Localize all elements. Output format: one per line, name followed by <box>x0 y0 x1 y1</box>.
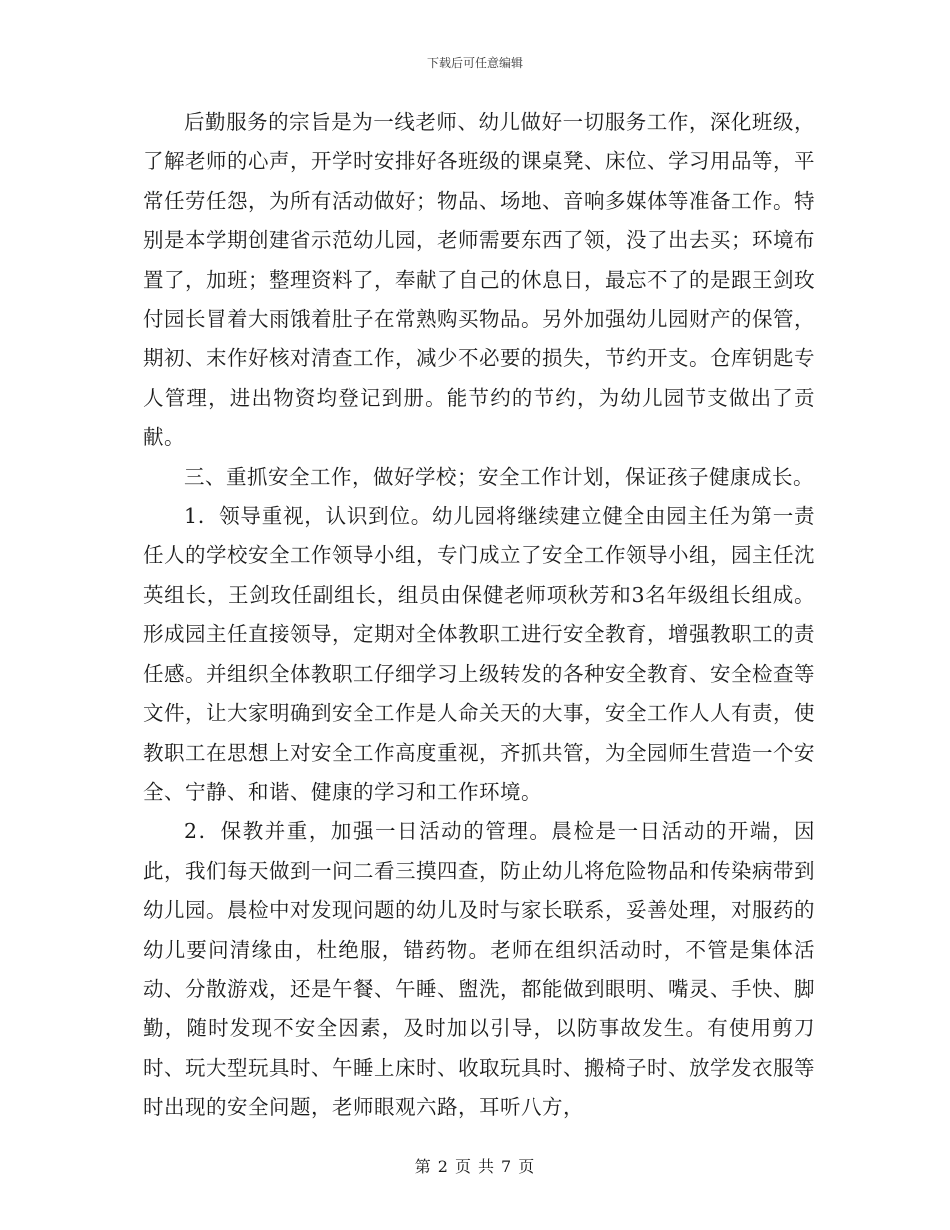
page-word: 页 <box>454 1157 472 1176</box>
total-pages: 7 <box>501 1157 513 1176</box>
paragraph-leadership: 1．领导重视，认识到位。幼儿园将继续建立健全由园主任为第一责任人的学校安全工作领导小组，专门成立了安全工作领导小组，园主任沈英组长，王剑玫任副组长，组员由保健老师项秋芳和3名年级组长组成。形成园主任直接领导，定期对全体教职工进行安全教育，增强教职工的责任感。并组织全体教职工仔细学习上级转发的各种安全教育、安全检查等文件，让大家明确到安全工作是人命关天的大事，安全工作人人有责，使教职工在思想上对安全工作高度重视，齐抓共管，为全园师生营造一个安全、宁静、和谐、健康的学习和工作环境。 <box>143 504 815 804</box>
page-prefix: 第 <box>414 1157 432 1176</box>
header-note: 下载后可任意编辑 <box>426 56 523 70</box>
section-heading-safety: 三、重抓安全工作，做好学校；安全工作计划，保证孩子健康成长。 <box>184 464 814 489</box>
current-page: 2 <box>437 1157 449 1176</box>
paragraph-logistics: 后勤服务的宗旨是为一线老师、幼儿做好一切服务工作，深化班级，了解老师的心声，开学时安排好各班级的课桌凳、床位、学习用品等，平常任劳任怨，为所有活动做好；物品、场地、音响多媒体等准备工作。特别是本学期创建省示范幼儿园，老师需要东西了领，没了出去买；环境布置了，加班；整理资料了，奉献了自己的休息日，最忘不了的是跟王剑玫付园长冒着大雨饿着肚子在常熟购买物品。另外加强幼儿园财产的保管，期初、末作好核对清查工作，减少不必要的损失，节约开支。仓库钥匙专人管理，进出物资均登记到册。能节约的节约，为幼儿园节支做出了贡献。 <box>143 110 815 450</box>
document-body <box>143 103 815 1128</box>
total-word: 共 <box>478 1157 496 1176</box>
page-suffix: 页 <box>518 1157 536 1176</box>
paragraph-daily-management: 2．保教并重，加强一日活动的管理。晨检是一日活动的开端，因此，我们每天做到一问二看三摸四查，防止幼儿将危险物品和传染病带到幼儿园。晨检中对发现问题的幼儿及时与家长联系，妥善处理，对服药的幼儿要问清缘由，杜绝服，错药物。老师在组织活动时，不管是集体活动、分散游戏，还是午餐、午睡、盥洗，都能做到眼明、嘴灵、手快、脚勤，随时发现不安全因素，及时加以引导，以防事故发生。有使用剪刀时、玩大型玩具时、午睡上床时、收取玩具时、搬椅子时、放学发衣服等时出现的安全问题，老师眼观六路，耳听八方， <box>143 819 815 1120</box>
page-number <box>0 1154 950 1177</box>
